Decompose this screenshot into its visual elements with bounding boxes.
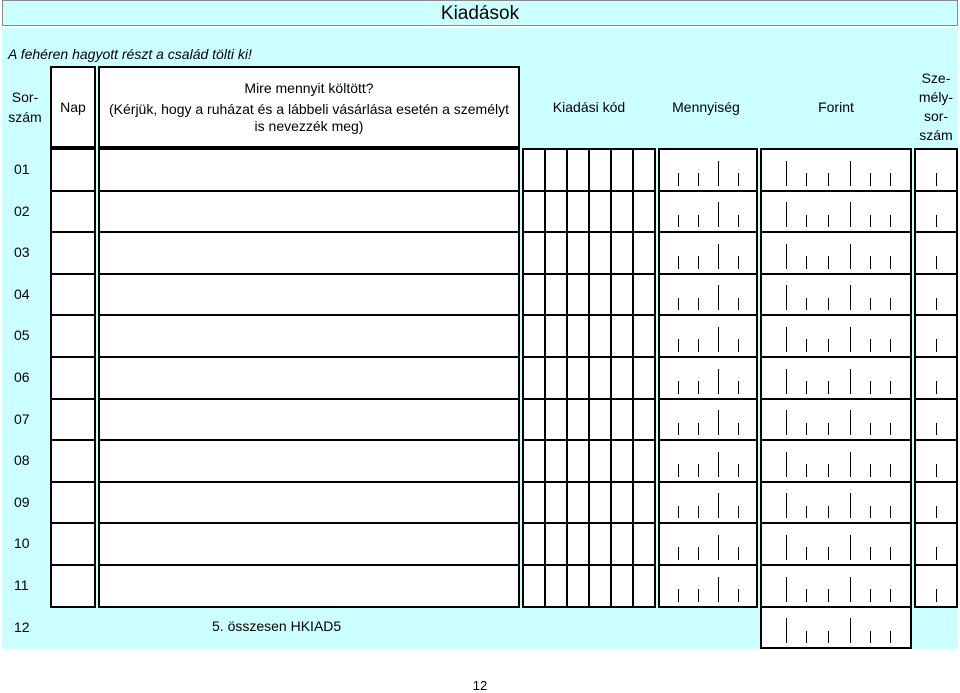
row-number-label: 04 [14,285,30,302]
kod-digit-divider [610,192,612,231]
szemely-cell[interactable] [914,356,958,400]
forint-digit-tick [890,381,891,394]
forint-digit-tick [850,535,851,560]
kod-digit-divider [632,441,634,481]
mennyiseg-tick [698,547,699,560]
forint-digit-tick [890,173,891,186]
forint-digit-tick [828,506,829,518]
forint-digit-tick [870,547,871,560]
forint-digit-tick [850,161,851,186]
header-sorszam [2,66,48,148]
header-nap-label: Nap [60,98,86,115]
row-number [2,148,48,190]
kod-cell[interactable] [522,564,656,608]
mennyiseg-tick [698,423,699,435]
nap-cell[interactable] [50,148,96,192]
forint-digit-tick [850,285,851,310]
header-mennyiseg-label: Mennyiség [672,99,740,115]
szemely-cell[interactable] [914,522,958,566]
mire-cell[interactable] [98,190,520,233]
forint-digit-tick [806,381,807,394]
mennyiseg-cell[interactable] [658,398,758,441]
mire-cell[interactable] [98,439,520,483]
header-sorszam-label: Sor-szám [8,89,42,125]
forint-digit-tick [850,327,851,352]
forint-cell[interactable] [760,190,912,233]
kod-digit-divider [588,358,590,398]
szemely-tick [936,547,937,560]
nap-cell[interactable] [50,439,96,483]
forint-digit-tick [870,589,871,602]
kod-digit-divider [632,483,634,522]
forint-digit-tick [890,506,891,518]
szemely-cell[interactable] [914,190,958,233]
forint-digit-tick [828,464,829,477]
forint-digit-tick [806,464,807,477]
forint-digit-tick [850,202,851,227]
row-number [2,356,48,398]
forint-digit-tick [786,244,787,269]
forint-cell[interactable] [760,356,912,400]
forint-cell[interactable] [760,148,912,192]
forint-digit-tick [870,506,871,518]
header-szemely [914,66,958,148]
forint-digit-tick [786,410,787,435]
row-number [2,314,48,356]
forint-cell[interactable] [760,481,912,524]
forint-digit-tick [828,256,829,269]
kod-digit-divider [610,566,612,606]
mennyiseg-tick [678,173,679,186]
kod-digit-divider [588,400,590,439]
forint-digit-tick [806,631,807,643]
kod-digit-divider [566,441,568,481]
kod-digit-divider [632,358,634,398]
forint-digit-tick [786,452,787,477]
szemely-cell[interactable] [914,314,958,358]
forint-cell[interactable] [760,564,912,608]
row-number-label: 07 [14,410,30,427]
nap-cell[interactable] [50,273,96,316]
mennyiseg-tick [738,339,739,352]
row-number-label: 05 [14,327,30,343]
header-szemely-label: Sze-mély-sor-szám [918,70,954,143]
kod-cell[interactable] [522,481,656,524]
row-number-label: 03 [14,244,30,260]
header-kod-label: Kiadási kód [552,99,626,115]
kod-digit-divider [632,192,634,231]
forint-digit-tick [828,589,829,602]
nap-cell[interactable] [50,398,96,441]
mennyiseg-tick [718,327,719,352]
szemely-tick [936,256,937,269]
row-number-label: 10 [14,535,30,551]
szemely-cell[interactable] [914,564,958,608]
mennyiseg-tick [718,410,719,435]
page-number: 12 [472,678,488,693]
header-nap [50,66,96,148]
kod-digit-divider [588,566,590,606]
header-mennyiseg [656,66,756,148]
forint-digit-tick [890,631,891,643]
row-number-label: 06 [14,369,30,385]
kod-digit-divider [566,233,568,273]
mennyiseg-tick [718,161,719,186]
forint-digit-tick [828,339,829,352]
mennyiseg-tick [678,381,679,394]
forint-digit-tick [850,577,851,602]
forint-digit-tick [870,381,871,394]
header-mire [98,66,520,148]
kod-digit-divider [566,192,568,231]
row-number-label: 11 [14,577,29,593]
mennyiseg-tick [698,589,699,602]
forint-digit-tick [806,547,807,560]
mennyiseg-tick [738,256,739,269]
nap-cell[interactable] [50,231,96,275]
szemely-cell[interactable] [914,231,958,275]
mennyiseg-tick [678,547,679,560]
mire-cell[interactable] [98,481,520,524]
header-mire-line2: (Kérjük, hogy a ruházat és a lábbeli vásárlása esetén a személyt is nevezzék meg) [109,100,509,134]
mennyiseg-tick [738,506,739,518]
forint-digit-tick [786,327,787,352]
forint-digit-tick [850,244,851,269]
szemely-tick [936,339,937,352]
forint-digit-tick [870,631,871,643]
row-number [2,564,48,606]
mennyiseg-tick [718,577,719,602]
mennyiseg-cell[interactable] [658,190,758,233]
forint-digit-tick [890,256,891,269]
kod-cell[interactable] [522,398,656,441]
mennyiseg-tick [678,506,679,518]
kod-digit-divider [610,275,612,314]
mennyiseg-tick [718,369,719,394]
kod-digit-divider [632,150,634,190]
forint-digit-tick [850,618,851,643]
row-number-label: 09 [14,493,30,510]
mennyiseg-tick [698,256,699,269]
instruction-note: A fehéren hagyott részt a család tölti ki! [8,46,252,62]
kod-digit-divider [566,483,568,522]
mire-cell[interactable] [98,273,520,316]
forint-digit-tick [786,161,787,186]
mennyiseg-tick [678,339,679,352]
szemely-cell[interactable] [914,439,958,483]
row-number [2,439,48,481]
kod-digit-divider [588,233,590,273]
kod-cell[interactable] [522,231,656,275]
nap-cell[interactable] [50,522,96,566]
nap-cell[interactable] [50,481,96,524]
mennyiseg-cell[interactable] [658,439,758,483]
mire-cell[interactable] [98,148,520,192]
forint-digit-tick [828,298,829,310]
mennyiseg-tick [698,173,699,186]
forint-digit-tick [786,577,787,602]
kod-digit-divider [588,483,590,522]
forint-digit-tick [850,410,851,435]
forint-digit-tick [828,423,829,435]
mennyiseg-cell[interactable] [658,314,758,358]
mennyiseg-tick [698,464,699,477]
kod-digit-divider [610,483,612,522]
mennyiseg-tick [738,215,739,227]
row-number-label: 08 [14,452,30,468]
kod-digit-divider [544,566,546,606]
kod-digit-divider [632,233,634,273]
forint-digit-tick [870,173,871,186]
szemely-tick [936,464,937,477]
forint-digit-tick [890,215,891,227]
forint-digit-tick [890,298,891,310]
row-number [2,522,48,564]
kod-digit-divider [632,400,634,439]
kod-digit-divider [544,316,546,356]
kod-digit-divider [544,192,546,231]
forint-digit-tick [870,256,871,269]
forint-cell[interactable] [760,273,912,316]
forint-cell[interactable] [760,314,912,358]
forint-digit-tick [828,547,829,560]
kod-digit-divider [610,441,612,481]
kod-digit-divider [544,275,546,314]
kod-digit-divider [632,316,634,356]
kod-digit-divider [588,316,590,356]
header-forint-label: Forint [818,99,854,115]
forint-cell[interactable] [760,522,912,566]
mennyiseg-tick [698,506,699,518]
forint-digit-tick [806,506,807,518]
forint-digit-tick [806,339,807,352]
mennyiseg-tick [738,423,739,435]
kod-cell[interactable] [522,190,656,233]
szemely-tick [936,423,937,435]
mennyiseg-tick [718,493,719,518]
row-number-label: 12 [14,618,30,635]
forint-digit-tick [890,547,891,560]
kod-cell[interactable] [522,439,656,483]
total-label: 5. összesen HKIAD5 [212,618,342,634]
mennyiseg-cell[interactable] [658,564,758,608]
forint-cell[interactable] [760,439,912,483]
mire-cell[interactable] [98,522,520,566]
szemely-tick [936,381,937,394]
kod-digit-divider [566,358,568,398]
kod-cell[interactable] [522,273,656,316]
mennyiseg-cell[interactable] [658,481,758,524]
row-number [2,273,48,314]
szemely-cell[interactable] [914,148,958,192]
forint-digit-tick [806,589,807,602]
kod-digit-divider [544,150,546,190]
kod-digit-divider [588,150,590,190]
kod-digit-divider [566,316,568,356]
page-title: Kiadások [2,0,958,26]
mennyiseg-tick [738,381,739,394]
mennyiseg-tick [698,381,699,394]
szemely-cell[interactable] [914,273,958,316]
header-kod [522,66,656,148]
row-number [2,606,48,647]
forint-cell[interactable] [760,231,912,275]
forint-digit-tick [786,493,787,518]
mennyiseg-tick [678,464,679,477]
mire-cell[interactable] [98,314,520,358]
mennyiseg-tick [698,298,699,310]
forint-digit-tick [870,298,871,310]
kod-cell[interactable] [522,314,656,358]
szemely-cell[interactable] [914,398,958,441]
forint-digit-tick [890,423,891,435]
forint-digit-tick [786,369,787,394]
forint-digit-tick [786,285,787,310]
kod-digit-divider [610,316,612,356]
kod-digit-divider [588,192,590,231]
forint-digit-tick [828,173,829,186]
kod-digit-divider [610,524,612,564]
forint-digit-tick [870,464,871,477]
kod-digit-divider [566,524,568,564]
kod-cell[interactable] [522,356,656,400]
kod-digit-divider [566,275,568,314]
row-number-label: 02 [14,202,30,219]
forint-digit-tick [828,215,829,227]
nap-cell[interactable] [50,314,96,358]
mennyiseg-tick [678,423,679,435]
forint-digit-tick [806,173,807,186]
forint-digit-tick [806,256,807,269]
kod-digit-divider [632,566,634,606]
mennyiseg-tick [738,547,739,560]
mennyiseg-tick [698,215,699,227]
forint-digit-tick [850,452,851,477]
forint-digit-tick [890,589,891,602]
mennyiseg-cell[interactable] [658,356,758,400]
row-number [2,231,48,273]
mennyiseg-tick [718,244,719,269]
szemely-tick [936,589,937,602]
mennyiseg-cell[interactable] [658,231,758,275]
nap-cell[interactable] [50,564,96,608]
row-number [2,481,48,522]
mennyiseg-tick [718,535,719,560]
kod-digit-divider [588,524,590,564]
szemely-tick [936,215,937,227]
forint-digit-tick [890,464,891,477]
mennyiseg-tick [738,173,739,186]
kod-digit-divider [566,150,568,190]
kod-digit-divider [610,150,612,190]
mennyiseg-tick [678,298,679,310]
mire-cell[interactable] [98,564,520,608]
header-forint [760,66,912,148]
forint-digit-tick [870,215,871,227]
mennyiseg-tick [718,452,719,477]
kod-digit-divider [610,400,612,439]
mennyiseg-tick [738,298,739,310]
kod-digit-divider [566,400,568,439]
mennyiseg-tick [678,256,679,269]
mennyiseg-tick [698,339,699,352]
forint-cell[interactable] [760,398,912,441]
mennyiseg-tick [738,464,739,477]
mennyiseg-tick [718,202,719,227]
mennyiseg-cell[interactable] [658,522,758,566]
mennyiseg-tick [678,589,679,602]
forint-digit-tick [870,423,871,435]
header-mire-line1: Mire mennyit költött? [244,79,374,96]
mire-cell[interactable] [98,231,520,275]
forint-digit-tick [806,423,807,435]
kod-cell[interactable] [522,148,656,192]
total-forint-cell[interactable] [760,606,912,649]
kod-digit-divider [566,566,568,606]
forint-digit-tick [786,535,787,560]
forint-digit-tick [786,202,787,227]
kod-digit-divider [610,233,612,273]
szemely-tick [936,298,937,310]
forint-digit-tick [828,381,829,394]
kod-digit-divider [588,441,590,481]
nap-cell[interactable] [50,356,96,400]
row-number [2,190,48,231]
kod-digit-divider [610,358,612,398]
kod-digit-divider [544,524,546,564]
szemely-cell[interactable] [914,481,958,524]
mennyiseg-tick [738,589,739,602]
kod-cell[interactable] [522,522,656,566]
kod-digit-divider [544,233,546,273]
forint-digit-tick [850,369,851,394]
row-number [2,398,48,439]
forint-digit-tick [786,618,787,643]
kod-digit-divider [544,441,546,481]
nap-cell[interactable] [50,190,96,233]
forint-digit-tick [806,298,807,310]
kod-digit-divider [632,275,634,314]
mennyiseg-cell[interactable] [658,148,758,192]
mennyiseg-cell[interactable] [658,273,758,316]
kod-digit-divider [632,524,634,564]
mennyiseg-tick [678,215,679,227]
mire-cell[interactable] [98,356,520,400]
szemely-tick [936,173,937,186]
forint-digit-tick [890,339,891,352]
mennyiseg-tick [718,285,719,310]
forint-digit-tick [806,215,807,227]
szemely-tick [936,506,937,518]
forint-digit-tick [870,339,871,352]
forint-digit-tick [828,631,829,643]
kod-digit-divider [588,275,590,314]
forint-digit-tick [850,493,851,518]
kod-digit-divider [544,483,546,522]
mire-cell[interactable] [98,398,520,441]
kod-digit-divider [544,358,546,398]
row-number-label: 01 [14,161,30,177]
kod-digit-divider [544,400,546,439]
